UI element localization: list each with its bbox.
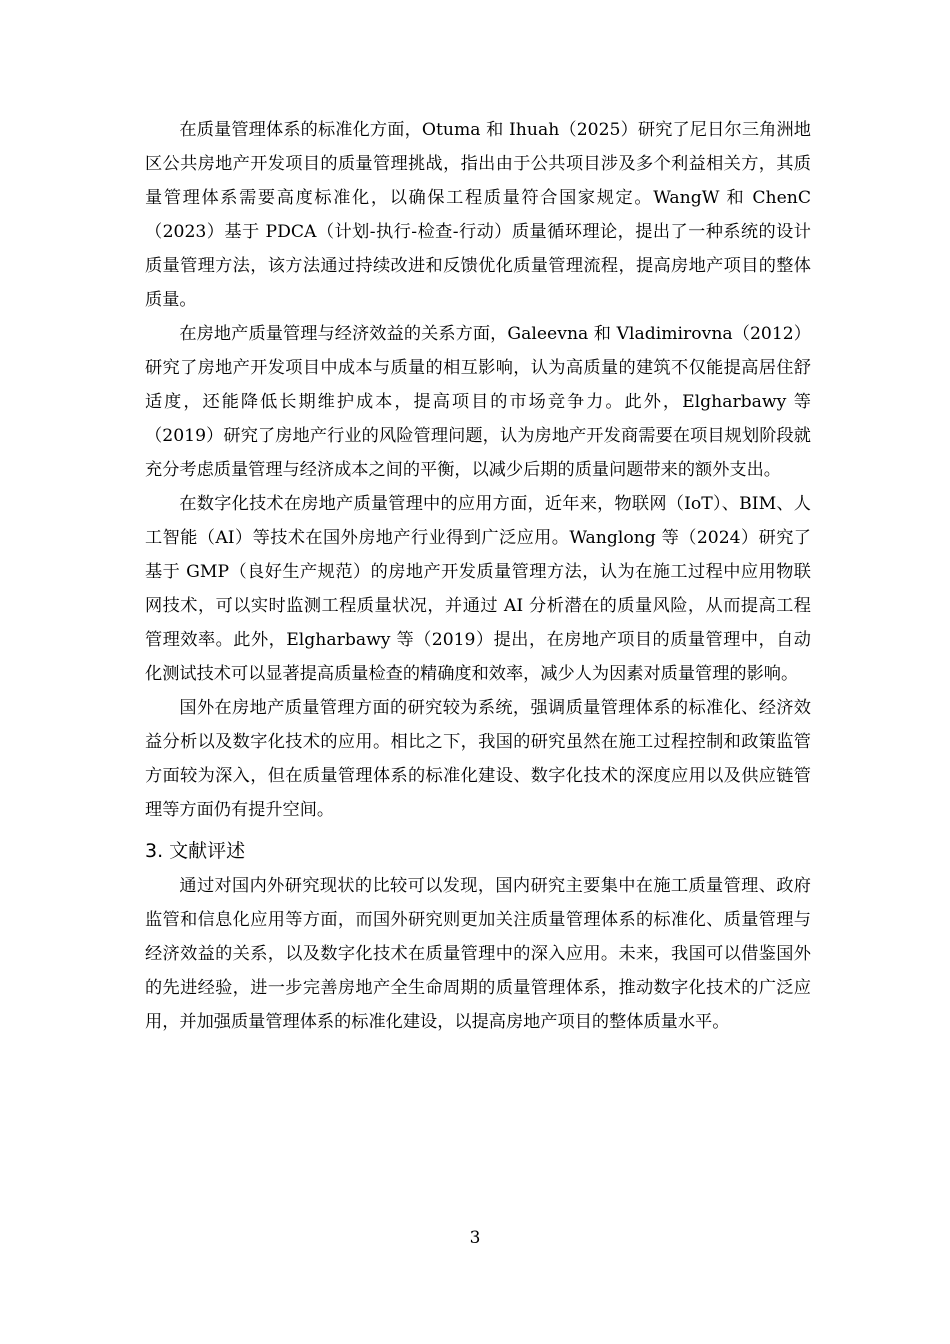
paragraph-standardization: 在质量管理体系的标准化方面，Otuma 和 Ihuah（2025）研究了尼日尔三角洲地区公共房地产开发项目的质量管理挑战，指出由于公共项目涉及多个利益相关方，其质量管理体系需要高度标准化，以确保工程质量符合国家规定。WangW 和 ChenC（2023）基于 PDCA（计划-执行-检查-行动）质量循环理论，提出了一种系统的设计质量管理方法，该方法通过持续改进和反馈优化质量管理流程，提高房地产项目的整体质量。 bbox=[145, 120, 811, 310]
page-number: 3 bbox=[469, 1228, 481, 1248]
section-heading: 3. 文献评述 bbox=[145, 840, 246, 862]
paragraph-foreign-summary: 国外在房地产质量管理方面的研究较为系统，强调质量管理体系的标准化、经济效益分析以及数字化技术的应用。相比之下，我国的研究虽然在施工过程控制和政策监管方面较为深入，但在质量管理体系的标准化建设、数字化技术的深度应用以及供应链管理等方面仍有提升空间。 bbox=[145, 698, 811, 820]
paragraph-literature-review: 通过对国内外研究现状的比较可以发现，国内研究主要集中在施工质量管理、政府监管和信息化应用等方面，而国外研究则更加关注质量管理体系的标准化、质量管理与经济效益的关系，以及数字化技术在质量管理中的深入应用。未来，我国可以借鉴国外的先进经验，进一步完善房地产全生命周期的质量管理体系，推动数字化技术的广泛应用，并加强质量管理体系的标准化建设，以提高房地产项目的整体质量水平。 bbox=[145, 876, 811, 1032]
paragraph-economic-benefit: 在房地产质量管理与经济效益的关系方面，Galeevna 和 Vladimirovna（2012）研究了房地产开发项目中成本与质量的相互影响，认为高质量的建筑不仅能提高居住舒适度，还能降低长期维护成本，提高项目的市场竞争力。此外，Elgharbawy 等（2019）研究了房地产行业的风险管理问题，认为房地产开发商需要在项目规划阶段就充分考虑质量管理与经济成本之间的平衡，以减少后期的质量问题带来的额外支出。 bbox=[145, 324, 811, 480]
document-body bbox=[145, 113, 811, 1039]
paragraph-digital-technology: 在数字化技术在房地产质量管理中的应用方面，近年来，物联网（IoT）、BIM、人工智能（AI）等技术在国外房地产行业得到广泛应用。Wanglong 等（2024）研究了基于 GMP（良好生产规范）的房地产开发质量管理方法，认为在施工过程中应用物联网技术，可以实时监测工程质量状况，并通过 AI 分析潜在的质量风险，从而提高工程管理效率。此外，Elgharbawy 等（2019）提出，在房地产项目的质量管理中，自动化测试技术可以显著提高质量检查的精确度和效率，减少人为因素对质量管理的影响。 bbox=[145, 494, 811, 684]
